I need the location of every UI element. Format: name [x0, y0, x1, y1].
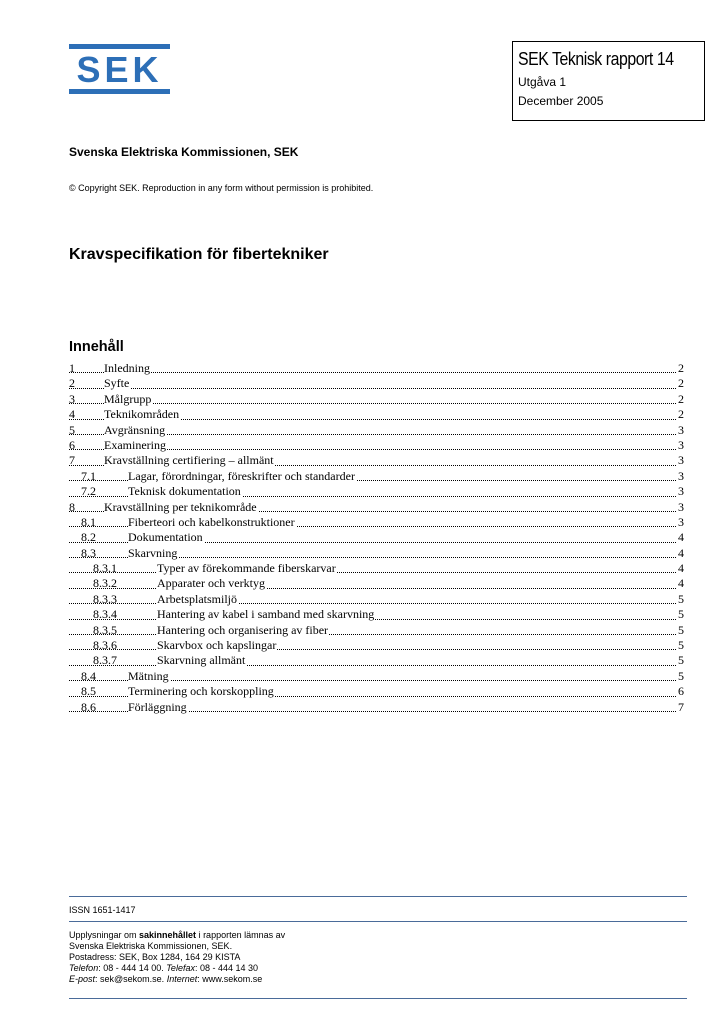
toc-entry-label: Dokumentation — [128, 530, 203, 545]
toc-entry-label: Apparater och verktyg — [157, 576, 265, 591]
toc-entry-label: Teknikområden — [104, 407, 180, 422]
toc-entry-number: 8.3.4 — [93, 607, 117, 622]
toc-entry-page: 3 — [678, 453, 684, 468]
toc-entry[interactable] — [69, 438, 684, 453]
toc-entry-page: 3 — [678, 468, 684, 483]
toc-entry[interactable] — [69, 623, 684, 638]
copyright-notice: © Copyright SEK. Reproduction in any form without permission is prohibited. — [69, 183, 374, 193]
toc-entry-number: 8.3.5 — [93, 622, 117, 637]
toc-entry-number: 8.2 — [81, 530, 96, 545]
toc-entry-page: 2 — [678, 361, 684, 375]
toc-leader-dots — [69, 388, 684, 389]
toc-entry[interactable] — [69, 530, 684, 545]
toc-entry-number: 8.3.3 — [93, 591, 117, 606]
contact-web: E-post: sek@sekom.se. Internet: www.sekom.se — [69, 974, 263, 984]
toc-entry-page: 2 — [678, 376, 684, 391]
organization-name: Svenska Elektriska Kommissionen, SEK — [69, 145, 299, 159]
toc-entry-page: 7 — [678, 699, 684, 714]
toc-entry-page: 3 — [678, 499, 684, 514]
toc-entry[interactable] — [69, 515, 684, 530]
toc-entry-number: 7.2 — [81, 484, 96, 499]
toc-entry-page: 2 — [678, 391, 684, 406]
toc-entry[interactable] — [69, 607, 684, 622]
toc-entry-number: 6 — [69, 437, 75, 452]
toc-entry-page: 5 — [678, 668, 684, 683]
toc-entry-label: Fiberteori och kabelkonstruktioner — [128, 514, 295, 529]
toc-entry-label: Avgränsning — [104, 422, 166, 437]
toc-entry-label: Arbetsplatsmiljö — [157, 591, 237, 606]
toc-entry-page: 3 — [678, 437, 684, 452]
toc-entry[interactable] — [69, 592, 684, 607]
toc-entry-number: 3 — [69, 391, 75, 406]
toc-entry[interactable] — [69, 423, 684, 438]
report-date: December 2005 — [518, 94, 604, 108]
report-info-box — [512, 41, 705, 121]
toc-entry-number: 8.4 — [81, 668, 96, 683]
toc-entry-page: 4 — [678, 576, 684, 591]
sek-logo — [69, 44, 170, 94]
toc-entry-label: Lagar, förordningar, föreskrifter och standarder — [128, 468, 355, 483]
toc-entry-number: 8.3.1 — [93, 561, 117, 576]
toc-entry-number: 2 — [69, 376, 75, 391]
toc-entry-number: 8 — [69, 499, 75, 514]
toc-entry[interactable] — [69, 684, 684, 699]
toc-entry-label: Inledning — [104, 361, 150, 375]
toc-entry-page: 5 — [678, 591, 684, 606]
table-of-contents — [69, 361, 684, 715]
toc-entry-number: 8.5 — [81, 684, 96, 699]
report-title: SEK Teknisk rapport 14 — [518, 49, 674, 69]
toc-entry-page: 5 — [678, 622, 684, 637]
logo-text: SEK — [76, 49, 163, 90]
toc-entry[interactable] — [69, 653, 684, 668]
toc-entry[interactable] — [69, 576, 684, 591]
toc-entry-page: 6 — [678, 684, 684, 699]
toc-entry-label: Kravställning certifiering – allmänt — [104, 453, 274, 468]
toc-entry-number: 7 — [69, 453, 75, 468]
toc-entry[interactable] — [69, 484, 684, 499]
toc-entry-page: 3 — [678, 484, 684, 499]
contact-org: Svenska Elektriska Kommissionen, SEK. — [69, 941, 233, 951]
toc-entry-label: Målgrupp — [104, 391, 152, 406]
report-edition: Utgåva 1 — [518, 75, 567, 89]
toc-entry-label: Skarvning — [128, 545, 178, 560]
toc-entry-label: Mätning — [128, 668, 169, 683]
toc-entry-page: 4 — [678, 545, 684, 560]
toc-entry-label: Hantering och organisering av fiber — [157, 622, 329, 637]
toc-entry-page: 3 — [678, 514, 684, 529]
toc-entry[interactable] — [69, 469, 684, 484]
toc-leader-dots — [69, 372, 684, 373]
footer-rule-middle — [69, 921, 687, 922]
toc-entry[interactable] — [69, 453, 684, 468]
contact-intro: Upplysningar om sakinnehållet i rapporten lämnas av — [69, 930, 286, 940]
toc-entry[interactable] — [69, 638, 684, 653]
contact-postal: Postadress: SEK, Box 1284, 164 29 KISTA — [69, 952, 241, 962]
toc-entry[interactable] — [69, 407, 684, 422]
toc-leader-dots — [69, 403, 684, 404]
toc-entry-label: Examinering — [104, 437, 166, 452]
toc-entry-label: Teknisk dokumentation — [128, 484, 241, 499]
toc-entry-number: 5 — [69, 422, 75, 437]
toc-entry-label: Kravställning per teknikområde — [104, 499, 257, 514]
toc-entry[interactable] — [69, 361, 684, 376]
toc-entry-number: 8.3.7 — [93, 653, 117, 668]
document-title: Kravspecifikation för fibertekniker — [69, 246, 329, 263]
issn: ISSN 1651-1417 — [69, 905, 136, 915]
toc-entry[interactable] — [69, 700, 684, 715]
toc-entry-page: 4 — [678, 530, 684, 545]
toc-entry-number: 4 — [69, 407, 75, 422]
toc-entry-page: 5 — [678, 607, 684, 622]
toc-entry-number: 8.3.2 — [93, 576, 117, 591]
toc-entry-label: Skarvbox och kapslingar — [157, 638, 277, 653]
toc-entry-label: Typer av förekommande fiberskarvar — [157, 561, 336, 576]
toc-entry[interactable] — [69, 561, 684, 576]
toc-entry-number: 8.3.6 — [93, 638, 117, 653]
toc-entry-number: 8.6 — [81, 699, 96, 714]
toc-entry-number: 7.1 — [81, 468, 96, 483]
toc-entry[interactable] — [69, 392, 684, 407]
toc-entry-label: Hantering av kabel i samband med skarvning — [157, 607, 375, 622]
footer-rule-bottom — [69, 998, 687, 999]
toc-entry-page: 5 — [678, 653, 684, 668]
toc-entry-label: Terminering och korskoppling — [128, 684, 274, 699]
toc-entry-number: 1 — [69, 361, 75, 375]
toc-entry-label: Skarvning allmänt — [157, 653, 246, 668]
toc-entry-label: Syfte — [104, 376, 130, 391]
toc-entry[interactable] — [69, 669, 684, 684]
toc-entry-page: 4 — [678, 561, 684, 576]
contact-phone: Telefon: 08 - 444 14 00. Telefax: 08 - 444 14 30 — [69, 963, 259, 973]
toc-entry[interactable] — [69, 376, 684, 391]
toc-entry[interactable] — [69, 546, 684, 561]
toc-entry-page: 5 — [678, 638, 684, 653]
toc-heading: Innehåll — [69, 339, 124, 355]
toc-entry-number: 8.3 — [81, 545, 96, 560]
toc-entry-label: Förläggning — [128, 699, 187, 714]
toc-entry-page: 3 — [678, 422, 684, 437]
toc-entry-number: 8.1 — [81, 514, 96, 529]
toc-entry-page: 2 — [678, 407, 684, 422]
footer-rule-top — [69, 896, 687, 897]
contact-info — [69, 930, 285, 985]
toc-entry[interactable] — [69, 500, 684, 515]
